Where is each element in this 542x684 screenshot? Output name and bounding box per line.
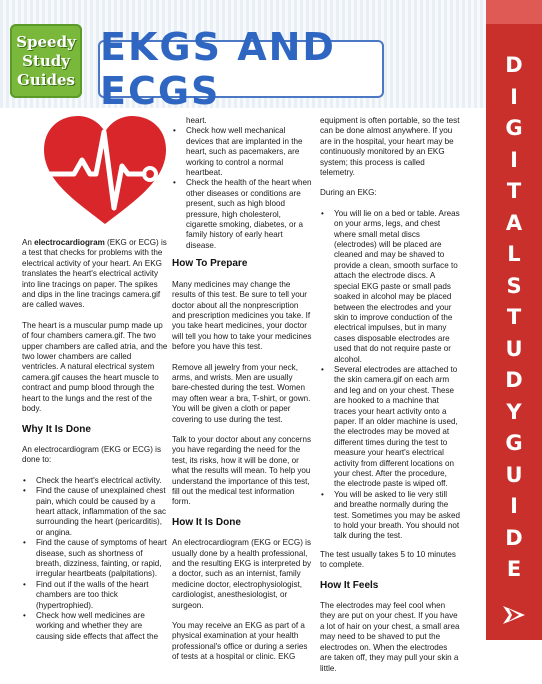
side-banner-letter: D	[505, 368, 523, 392]
list-item: • You will lie on a bed or table. Areas on your arms, legs, and chest where small metal discs (electrodes) will be placed are cleaned and may be shaved to provide a clean, smooth surface to attach the electrode discs. A special EKG paste or small pads soaked in alcohol may be placed between the electrodes and your skin to improve conduction of the electrical impulses, but in many cases disposable electrodes are used that do not require paste or alcohol.	[334, 209, 460, 365]
side-banner-letter: L	[507, 242, 521, 266]
paragraph: Remove all jewelry from your neck, arms, and wrists. Men are usually bare-chested during the test. Women may often wear a bra, T-shirt, or gown. You will be given a cloth or paper covering to use during the test.	[172, 362, 311, 424]
side-banner-letter: D	[505, 525, 523, 550]
bullet-list	[172, 126, 312, 251]
paragraph: An electrocardiogram (EKG or ECG) is usually done by a health professional, and the resulting EKG is interpreted by a doctor, such as an internist, family medicine doctor, electrophysiologist, cardiologist, anesthesiologist, or surgeon.	[172, 538, 312, 610]
column-2	[172, 116, 312, 673]
logo-line-2: Study	[22, 51, 70, 70]
column-3	[320, 116, 460, 684]
paragraph: equipment is often portable, so the test can be done almost anywhere. If you are in the hospital, your heart may be continuously monitored by an EKG system; this process is called telemetry.	[320, 116, 460, 178]
speedy-study-guides-logo	[10, 24, 82, 98]
paragraph: The electrodes may feel cool when they are put on your chest. If you have a lot of hair on your chest, a small area may need to be shaved to put the electrodes on. When the electrodes are taken off, they may pull your skin a little.	[320, 601, 460, 673]
section-heading-done: How It Is Done	[172, 516, 241, 528]
paragraph: You may receive an EKG as part of a physical examination at your health professional's office or during a series of tests at a hospital or clinic. EKG	[172, 621, 308, 662]
paragraph: An electrocardiogram (EKG or ECG) is done to:	[22, 444, 161, 465]
bullet-list	[22, 476, 168, 643]
section-heading-prepare: How To Prepare	[172, 258, 248, 270]
column-1	[22, 238, 168, 650]
list-item: • Check how well mechanical devices that are implanted in the heart, such as pacemakers, are working to control a normal heartbeat.	[186, 126, 312, 178]
side-banner-letter: G	[505, 116, 523, 140]
side-banner-text	[486, 55, 542, 580]
publisher-logo-icon	[499, 600, 529, 630]
list-item: • Find the cause of unexplained chest pain, which could be caused by a heart attack, inflammation of the sac surrounding the heart (pericarditis), or angina.	[36, 486, 168, 538]
side-banner-letter: D	[505, 53, 523, 77]
side-banner-letter: E	[506, 557, 522, 581]
continued-text: heart.	[186, 116, 207, 125]
list-item: • Check the heart's electrical activity.	[36, 476, 168, 486]
logo-line-1: Speedy	[16, 32, 76, 51]
paragraph: Many medicines may change the results of this test. Be sure to tell your doctor about all the nonprescription and prescription medicines you take. If you take heart medicines, your doctor will tell you how to take your medicines before you have this test.	[172, 279, 312, 352]
bullet-list	[320, 209, 460, 542]
intro-paragraph: An electrocardiogram (EKG or ECG) is a test that checks for problems with the electrical activity of your heart. An EKG translates the heart's electrical activity into line tracings on paper. The spikes and dips in the line tracings camera.gif are called waves.	[22, 238, 167, 310]
section-heading-feels: How It Feels	[320, 579, 379, 591]
side-banner-letter: G	[505, 431, 523, 455]
side-banner-letter: I	[510, 84, 518, 109]
side-banner-letter: A	[505, 210, 523, 235]
paragraph: The test usually takes 5 to 10 minutes to complete.	[320, 549, 456, 570]
page-title: EKGS AND ECGS	[100, 25, 336, 113]
side-banner-letter: T	[506, 179, 522, 203]
side-banner-letter: S	[506, 273, 522, 298]
side-banner-letter: U	[505, 462, 523, 487]
side-banner-letter: I	[510, 494, 518, 518]
side-banner-letter: T	[506, 305, 522, 329]
list-item: • Find out if the walls of the heart chambers are too thick (hypertrophied).	[36, 580, 168, 611]
side-banner-letter: I	[510, 147, 518, 172]
list-item: • Find the cause of symptoms of heart disease, such as shortness of breath, dizziness, fainting, or rapid, irregular heartbeats (palpitations).	[36, 538, 168, 580]
side-banner-letter: U	[505, 336, 523, 361]
title-box	[98, 25, 384, 113]
section-heading-why: Why It Is Done	[22, 423, 91, 435]
side-banner-letter: Y	[506, 399, 522, 424]
paragraph: Talk to your doctor about any concerns you have regarding the need for the test, its risks, how it will be done, or what the results will mean. To help you understand the importance of this test, fill out the medical test information form.	[172, 434, 312, 507]
list-item: • Several electrodes are attached to the skin camera.gif on each arm and leg and on your chest. These are hooked to a machine that traces your heart activity onto a paper. If an older machine is used, the electrodes may be moved at different times during the test to measure your heart's electrical activity from different locations on your chest. After the procedure, the electrode paste is wiped off.	[334, 365, 460, 490]
heart-ekg-icon	[40, 112, 170, 230]
list-item: • Check how well medicines are working and whether they are causing side effects that affect the	[36, 611, 168, 642]
logo-line-3: Guides	[17, 70, 75, 89]
paragraph: During an EKG:	[320, 188, 377, 198]
list-item: • Check the health of the heart when other diseases or conditions are present, such as high blood pressure, high cholesterol, cigarette smoking, diabetes, or a family history of early heart disease.	[186, 178, 312, 251]
paragraph: The heart is a muscular pump made up of four chambers camera.gif. The two upper chambers are called atria, and the two lower chambers are called ventricles. A natural electrical system camera.gif causes the heart muscle to contract and pump blood through the heart to the lungs and the rest of the body.	[22, 320, 168, 414]
list-item: • You will be asked to lie very still and breathe normally during the test. Sometimes you may be asked to hold your breath. You should not talk during the test.	[334, 490, 460, 542]
